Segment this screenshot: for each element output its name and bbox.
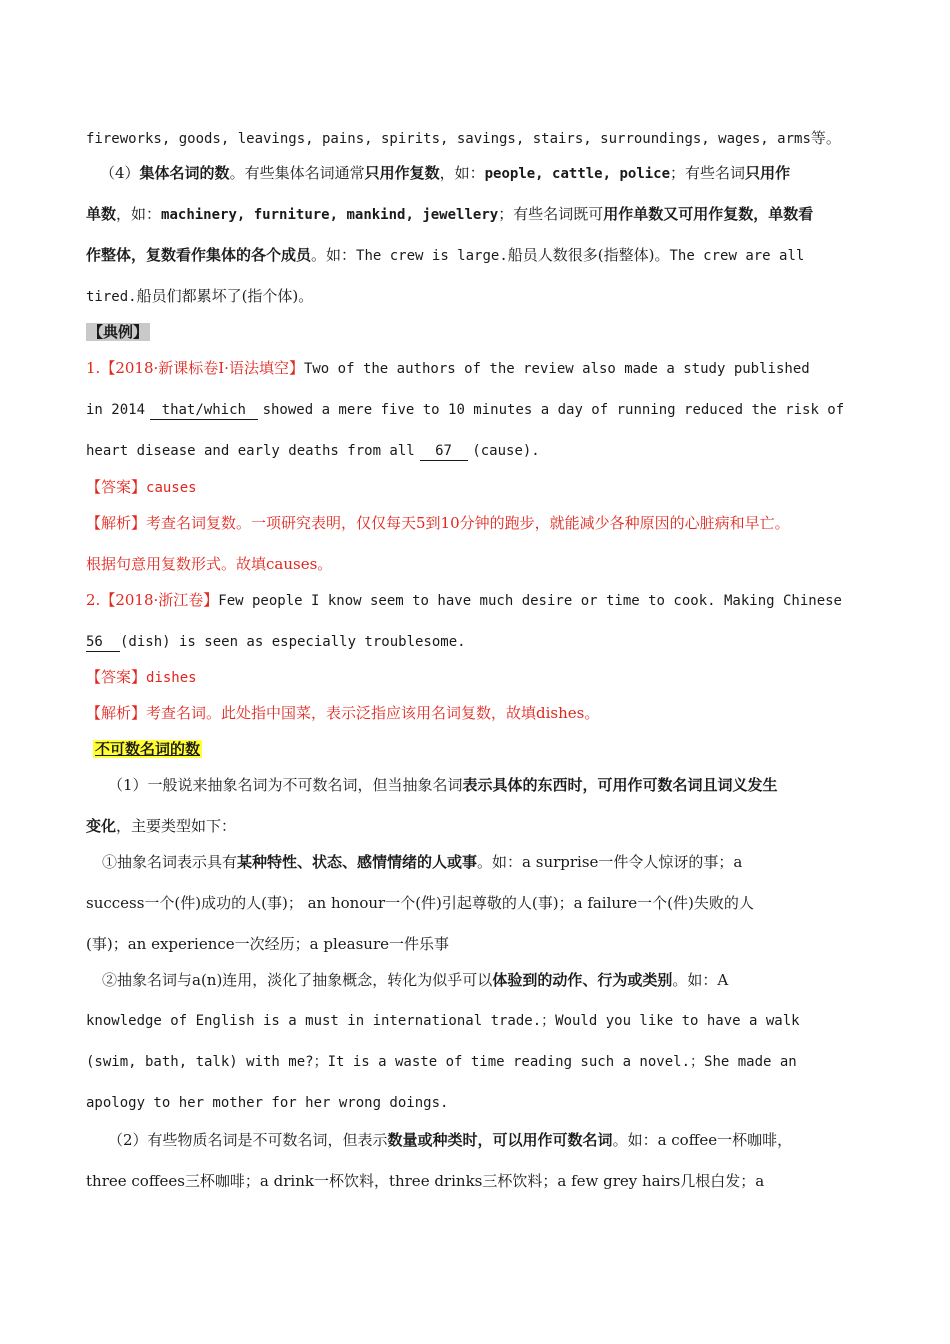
q1-line-2	[86, 399, 876, 420]
q2-number: 2.	[86, 591, 101, 609]
u2-text: （2）有些物质名词是不可数名词，但表示	[108, 1131, 388, 1149]
section-heading: 不可数名词的数	[95, 740, 201, 758]
collective-text: ；有些名词	[670, 164, 746, 182]
u1-ii-example: (swim, bath, talk) with me?；It is a waste of time reading such a novel.；She made an	[86, 1054, 797, 1070]
u1-ii-line-1	[102, 970, 876, 990]
q1-analysis: 根据句意用复数形式。故填causes。	[86, 555, 333, 573]
collective-num: （4）	[100, 164, 140, 182]
collective-line-4	[86, 286, 876, 307]
u1-i-line-3	[86, 934, 876, 954]
u1-ii-example: knowledge of English is a must in international trade.；Would you like to have a walk	[86, 1013, 800, 1029]
q2-source: 【2018·浙江卷】	[100, 591, 219, 609]
collective-bold: 作整体，复数看作集体的各个成员	[86, 246, 312, 264]
u1-i-text: 。如：a surprise一件令人惊讶的事；a	[477, 853, 743, 871]
q2-blank: 56	[86, 634, 120, 652]
collective-title: 集体名词的数	[139, 164, 230, 182]
answer-label: 【答案】	[86, 668, 147, 686]
q2-analysis-line	[86, 703, 876, 723]
q1-answer: causes	[146, 480, 197, 496]
collective-bold: 用作单数又可用作复数，单数看	[603, 205, 814, 223]
example-tag: 【典例】	[88, 323, 149, 341]
u1-ii-bold: 体验到的动作、行为或类别	[492, 971, 673, 989]
q1-analysis-line-2	[86, 554, 876, 574]
u2-text: 。如：a coffee一杯咖啡，	[612, 1131, 793, 1149]
collective-line-3	[86, 245, 876, 266]
collective-bold: 单数	[86, 205, 117, 223]
q2-line-1	[86, 590, 876, 611]
q1-blank-1: that/which	[150, 402, 258, 420]
collective-line-1	[100, 163, 876, 184]
q1-answer-line	[86, 477, 876, 498]
u1-ii-text: ②抽象名词与a(n)连用，淡化了抽象概念，转化为似乎可以	[102, 971, 493, 989]
u1-i-text: (事)；an experience一次经历；a pleasure一件乐事	[86, 935, 450, 953]
u1-text: ，主要类型如下：	[116, 817, 237, 835]
u1-text: （1）一般说来抽象名词为不可数名词，但当抽象名词	[108, 776, 463, 794]
q2-answer: dishes	[146, 670, 197, 686]
collective-bold: 只用作	[745, 164, 791, 182]
q2-analysis: 考查名词。此处指中国菜，表示泛指应该用名词复数，故填dishes。	[146, 704, 600, 722]
u1-bold: 变化	[86, 817, 117, 835]
u1-i-line-1	[102, 852, 876, 872]
collective-translation: 船员人数很多(指整体)。	[507, 246, 670, 264]
q1-text: showed a mere five to 10 minutes a day of running reduced the risk of	[262, 402, 845, 418]
u1-ii-line-4	[86, 1093, 876, 1113]
q1-analysis-line-1	[86, 513, 876, 533]
collective-text: 。有些集体名词通常	[229, 164, 365, 182]
example-tag-line	[86, 322, 876, 342]
analysis-label: 【解析】	[86, 704, 147, 722]
u1-i-bold: 某种特性、状态、感情情绪的人或事	[237, 853, 478, 871]
q2-answer-line	[86, 667, 876, 688]
u2-bold: 数量或种类时，可以用作可数名词	[387, 1131, 613, 1149]
collective-example: tired.	[86, 289, 137, 305]
collective-bold: 只用作复数	[364, 164, 440, 182]
collective-examples: people, cattle, police	[484, 166, 671, 182]
q1-text: in 2014	[86, 402, 146, 418]
q1-text: Two of the authors of the review also made a study published	[303, 361, 810, 377]
u1-ii-line-2	[86, 1011, 876, 1031]
collective-example: The crew is large.	[356, 248, 508, 264]
u1-line-2	[86, 816, 876, 836]
uncountable-heading-line	[93, 739, 883, 759]
u2-line-1	[108, 1130, 876, 1150]
q1-source: 【2018·新课标卷Ⅰ·语法填空】	[100, 359, 304, 377]
u1-line-1	[108, 775, 876, 795]
q2-text: Few people I know seem to have much desire or time to cook. Making Chinese	[218, 593, 842, 609]
collective-line-2	[86, 204, 876, 225]
u1-i-text: ①抽象名词表示具有	[102, 853, 238, 871]
u1-ii-line-3	[86, 1052, 876, 1072]
u1-i-text: success一个(件)成功的人(事)； an honour一个(件)引起尊敬的人(事)；a failure一个(件)失败的人	[86, 894, 754, 912]
q1-text: heart disease and early deaths from all	[86, 443, 415, 459]
collective-text: ；有些名词既可	[498, 205, 604, 223]
q1-blank-2: 67	[420, 443, 468, 461]
answer-label: 【答案】	[86, 478, 147, 496]
collective-translation: 船员们都累坏了(指个体)。	[136, 287, 314, 305]
q1-text: (cause).	[472, 443, 540, 459]
collective-examples: machinery, furniture, mankind, jewellery	[161, 207, 499, 223]
u1-ii-example: apology to her mother for her wrong doings.	[86, 1095, 449, 1111]
q1-line-3	[86, 440, 876, 461]
u2-text: three coffees三杯咖啡；a drink一杯饮料，three drinks三杯饮料；a few grey hairs几根白发；a	[86, 1172, 765, 1190]
u1-i-line-2	[86, 893, 876, 913]
analysis-label: 【解析】	[86, 514, 147, 532]
collective-text: ，如：	[116, 205, 162, 223]
plural-list-line	[86, 128, 876, 149]
collective-text: 。如：	[311, 246, 357, 264]
plural-list: fireworks, goods, leavings, pains, spirits, savings, stairs, surroundings, wages, arms	[86, 131, 811, 147]
q2-line-2	[86, 631, 876, 652]
u1-ii-text: 。如：A	[672, 971, 729, 989]
collective-example: The crew are all	[669, 248, 805, 264]
plural-list-end: 等。	[810, 129, 841, 147]
q1-number: 1.	[86, 359, 101, 377]
q2-text: (dish) is seen as especially troublesome.	[120, 634, 466, 650]
u2-line-2	[86, 1171, 876, 1191]
u1-bold: 表示具体的东西时，可用作可数名词且词义发生	[462, 776, 778, 794]
q1-analysis: 考查名词复数。一项研究表明，仅仅每天5到10分钟的跑步，就能减少各种原因的心脏病和早亡。	[146, 514, 790, 532]
collective-text: ，如：	[439, 164, 485, 182]
q1-line-1	[86, 358, 876, 379]
